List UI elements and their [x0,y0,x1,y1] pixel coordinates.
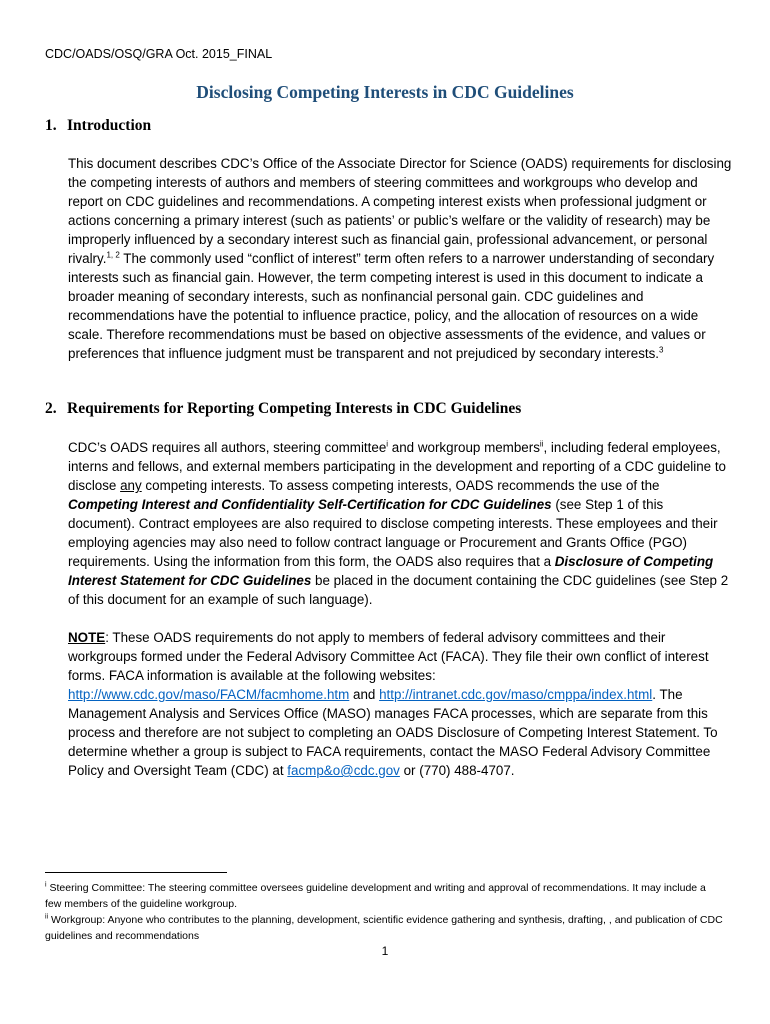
intro-text-1: This document describes CDC’s Office of the Associate Director for Science (OADS) requirements for disclosing the competing interests of authors and members of steering committees and workgroups who develop and report on CDC guidelines and recommendations. A competing interest exists when professional judgment or actions concerning a primary interest (such as patients’ or public’s welfare or the validity of research) may be improperly influenced by a secondary interest such as financial gain, professional advancement, or personal rivalry. [68,156,732,266]
section-2-title: Requirements for Reporting Competing Interests in CDC Guidelines [67,400,522,417]
citation-1-2: 1, 2 [106,250,120,260]
note-and: and [349,687,380,702]
footnote-ii-mark: ii [45,913,49,921]
note-label: NOTE [68,630,106,645]
introduction-paragraph [68,154,733,363]
footnote-separator [45,872,227,873]
maso-email-link[interactable]: facmp&o@cdc.gov [287,763,400,778]
footnote-ref-i[interactable]: i [386,439,389,449]
req-text-3: , including federal employees, interns and fellows, and external members participating in the development and reporting of a CDC guideline to disclose [68,440,727,493]
footnote-i-text: Steering Committee: The steering committee oversees guideline development and writing and approval of recommendations. It may include a few members of the guideline workgroup. [45,882,706,910]
footnote-i-mark: i [45,881,47,889]
faca-link-cdc[interactable]: http://www.cdc.gov/maso/FACM/facmhome.htm [68,687,350,702]
note-paragraph [68,628,733,780]
section-1-number: 1. [45,117,57,134]
citation-3: 3 [659,345,664,355]
req-text-5: (see Step 1 of this document). Contract employees are also required to disclose competing interests. These employees and their employing agencies may also need to follow contract language or Procurement and Grants Office (PGO) requirements. Using the information from this form, the OADS also requires that a [68,497,718,569]
page-number: 1 [381,944,389,958]
emphasis-any: any [120,478,142,493]
section-1-heading [45,117,151,135]
req-text-1: CDC’s OADS requires all authors, steering committee [68,440,387,455]
req-text-4: competing interests. To assess competing interests, OADS recommends the use of the [141,478,660,493]
footnote-ref-ii[interactable]: ii [539,439,544,449]
req-text-2: and workgroup members [388,440,540,455]
note-text-3: or (770) 488-4707. [399,763,515,778]
footnote-ii-text: Workgroup: Anyone who contributes to the planning, development, scientific evidence gathering and synthesis, drafting, , and publication of CDC guidelines and recommendations [45,914,723,942]
requirements-paragraph [68,438,733,609]
faca-link-intranet[interactable]: http://intranet.cdc.gov/maso/cmppa/index.html [379,687,653,702]
document-title: Disclosing Competing Interests in CDC Guidelines [196,82,574,102]
footnote-ii [45,912,725,944]
self-certification-form-name: Competing Interest and Confidentiality Self-Certification for CDC Guidelines [68,497,552,512]
req-text-6: be placed in the document containing the CDC guidelines (see Step 2 of this document for an example of such language). [68,573,729,607]
note-text-1: : These OADS requirements do not apply to members of federal advisory committees and their workgroups formed under the Federal Advisory Committee Act (FACA). They file their own conflict of interest forms. FACA information is available at the following websites: [68,630,709,683]
document-id-header: CDC/OADS/OSQ/GRA Oct. 2015_FINAL [45,47,273,61]
footnote-i [45,880,725,912]
section-1-title: Introduction [67,117,152,134]
note-text-2: . The Management Analysis and Services Office (MASO) manages FACA processes, which are separate from this process and therefore are not subject to completing an OADS Disclosure of Competing Interest Statement. To determine whether a group is subject to FACA requirements, contact the MASO Federal Advisory Committee Policy and Oversight Team (CDC) at [68,687,718,778]
disclosure-statement-name: Disclosure of Competing Interest Statement for CDC Guidelines [68,554,714,588]
section-2-heading [45,400,521,418]
section-2-number: 2. [45,400,57,417]
footnotes [45,880,725,944]
intro-text-2: The commonly used “conflict of interest” term often refers to a narrower understanding of secondary interests such as financial gain. However, the term competing interest is used in this document to indicate a broader meaning of secondary interests, such as nonfinancial personal gain. CDC guidelines and recommendations have the potential to influence practice, policy, and the allocation of resources on a wide scale. Therefore recommendations must be based on objective assessments of the evidence, and values or preferences that influence judgment must be transparent and not prejudiced by secondary interests. [68,251,715,361]
